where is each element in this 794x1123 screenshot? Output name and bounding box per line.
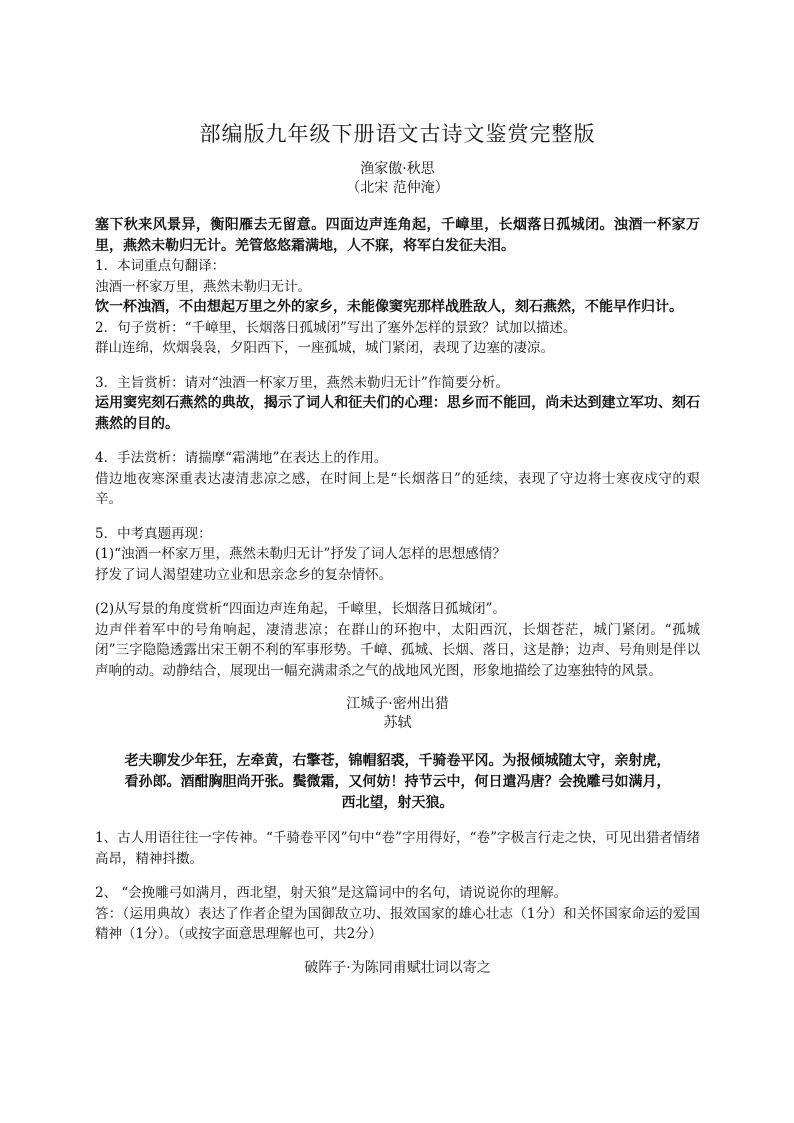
poem1-q3-question: 3．主旨赏析：请对“浊酒一杯家万里，燕然未勒归无计”作简要分析。 bbox=[95, 374, 509, 391]
poem1-text: 塞下秋来风景异，衡阳雁去无留意。四面边声连角起，千嶂里，长烟落日孤城闭。浊酒一杯家万里，燕然未勒归无计。羌管悠悠霜满地，人不寐，将军白发征夫泪。 bbox=[95, 217, 700, 254]
poem1-q1-answer: 饮一杯浊酒，不由想起万里之外的家乡，未能像窦宪那样战胜敌人，刻石燕然，不能早作归计。 bbox=[95, 299, 683, 315]
poem1-q5-label: 5．中考真题再现： bbox=[95, 525, 212, 542]
poem2-line-3: 西北望，射天狼。 bbox=[341, 795, 454, 811]
poem2-q2-answer: 答：（运用典故）表达了作者企望为国御敌立功、报效国家的雄心壮志（1分）和关怀国家命运的爱国精神（1分）。（或按字面意思理解也可，共2分） bbox=[95, 905, 700, 942]
poem1-q4-question: 4．手法赏析：请揣摩“霜满地”在表达上的作用。 bbox=[95, 450, 388, 466]
poem2-q2-question: 2、 “会挽雕弓如满月，西北望，射天狼”是这篇词中的名句，请说说你的理解。 bbox=[95, 885, 568, 901]
poem1-q5-2-question: (2)从写景的角度赏析“四面边声连角起，千嶂里，长烟落日孤城闭”。 bbox=[95, 601, 506, 617]
poem1-q1-label: 1．本词重点句翻译： bbox=[95, 258, 226, 274]
poem1-q5-1-question: (1)“浊酒一杯家万里，燕然未勒归无计”抒发了词人怎样的思想感情？ bbox=[95, 546, 506, 562]
poem1-q5-2-answer: 边声伴着军中的号角响起，凄清悲凉；在群山的环抱中，太阳西沉，长烟苍茫，城门紧闭。“孤城闭”三字隐隐透露出宋王朝不利的军事形势。千嶂、孤城、长烟、落日，这是静；边声、号角则是伴以声响的动。动静结合，展现出一幅充满肃杀之气的战地风光图，形象地描绘了边塞独特的风景。 bbox=[95, 621, 700, 679]
poem2-line-1: 老夫聊发少年狂，左牵黄，右擎苍，锦帽貂裘，千骑卷平冈。为报倾城随太守，亲射虎， bbox=[124, 753, 671, 769]
document-title: 部编版九年级下册语文古诗文鉴赏完整版 bbox=[199, 122, 596, 146]
poem2-q1: 1、古人用语往往一字传神。“千骑卷平冈”句中“卷”字用得好，“卷”字极言行走之快，可见出猎者情绪高昂，精神抖擞。 bbox=[95, 830, 700, 867]
poem1-q4-answer: 借边地夜寒深重表达凄清悲凉之感，在时间上是“长烟落日”的延续，表现了守边将士寒夜戍守的艰辛。 bbox=[95, 470, 700, 507]
poem1-q2-answer: 群山连绵，炊烟袅袅，夕阳西下，一座孤城，城门紧闭，表现了边塞的凄凉。 bbox=[95, 340, 554, 356]
poem2-line-2: 看孙郎。酒酣胸胆尚开张。鬓微霜，又何妨！持节云中，何日遣冯唐？会挽雕弓如满月， bbox=[124, 774, 671, 790]
poem1-q1-line: 浊酒一杯家万里，燕然未勒归无计。 bbox=[95, 278, 311, 295]
poem1-q3-answer: 运用窦宪刻石燕然的典故，揭示了词人和征夫们的心理：思乡而不能回，尚未达到建立军功、刻石燕然的目的。 bbox=[95, 395, 700, 432]
poem1-author: （北宋 范仲淹） bbox=[346, 180, 449, 196]
poem3-title: 破阵子·为陈同甫赋壮词以寄之 bbox=[304, 959, 491, 976]
poem1-title: 渔家傲·秋思 bbox=[360, 161, 435, 177]
poem1-q2-question: 2．句子赏析：“千嶂里，长烟落日孤城闭”写出了塞外怎样的景致？试加以描述。 bbox=[95, 319, 577, 336]
poem2-title: 江城子·密州出猎 bbox=[346, 696, 449, 712]
poem1-q5-1-answer: 抒发了词人渴望建功立业和思亲念乡的复杂情怀。 bbox=[95, 566, 392, 583]
document-page bbox=[95, 118, 700, 978]
poem2-author: 苏轼 bbox=[383, 715, 412, 731]
